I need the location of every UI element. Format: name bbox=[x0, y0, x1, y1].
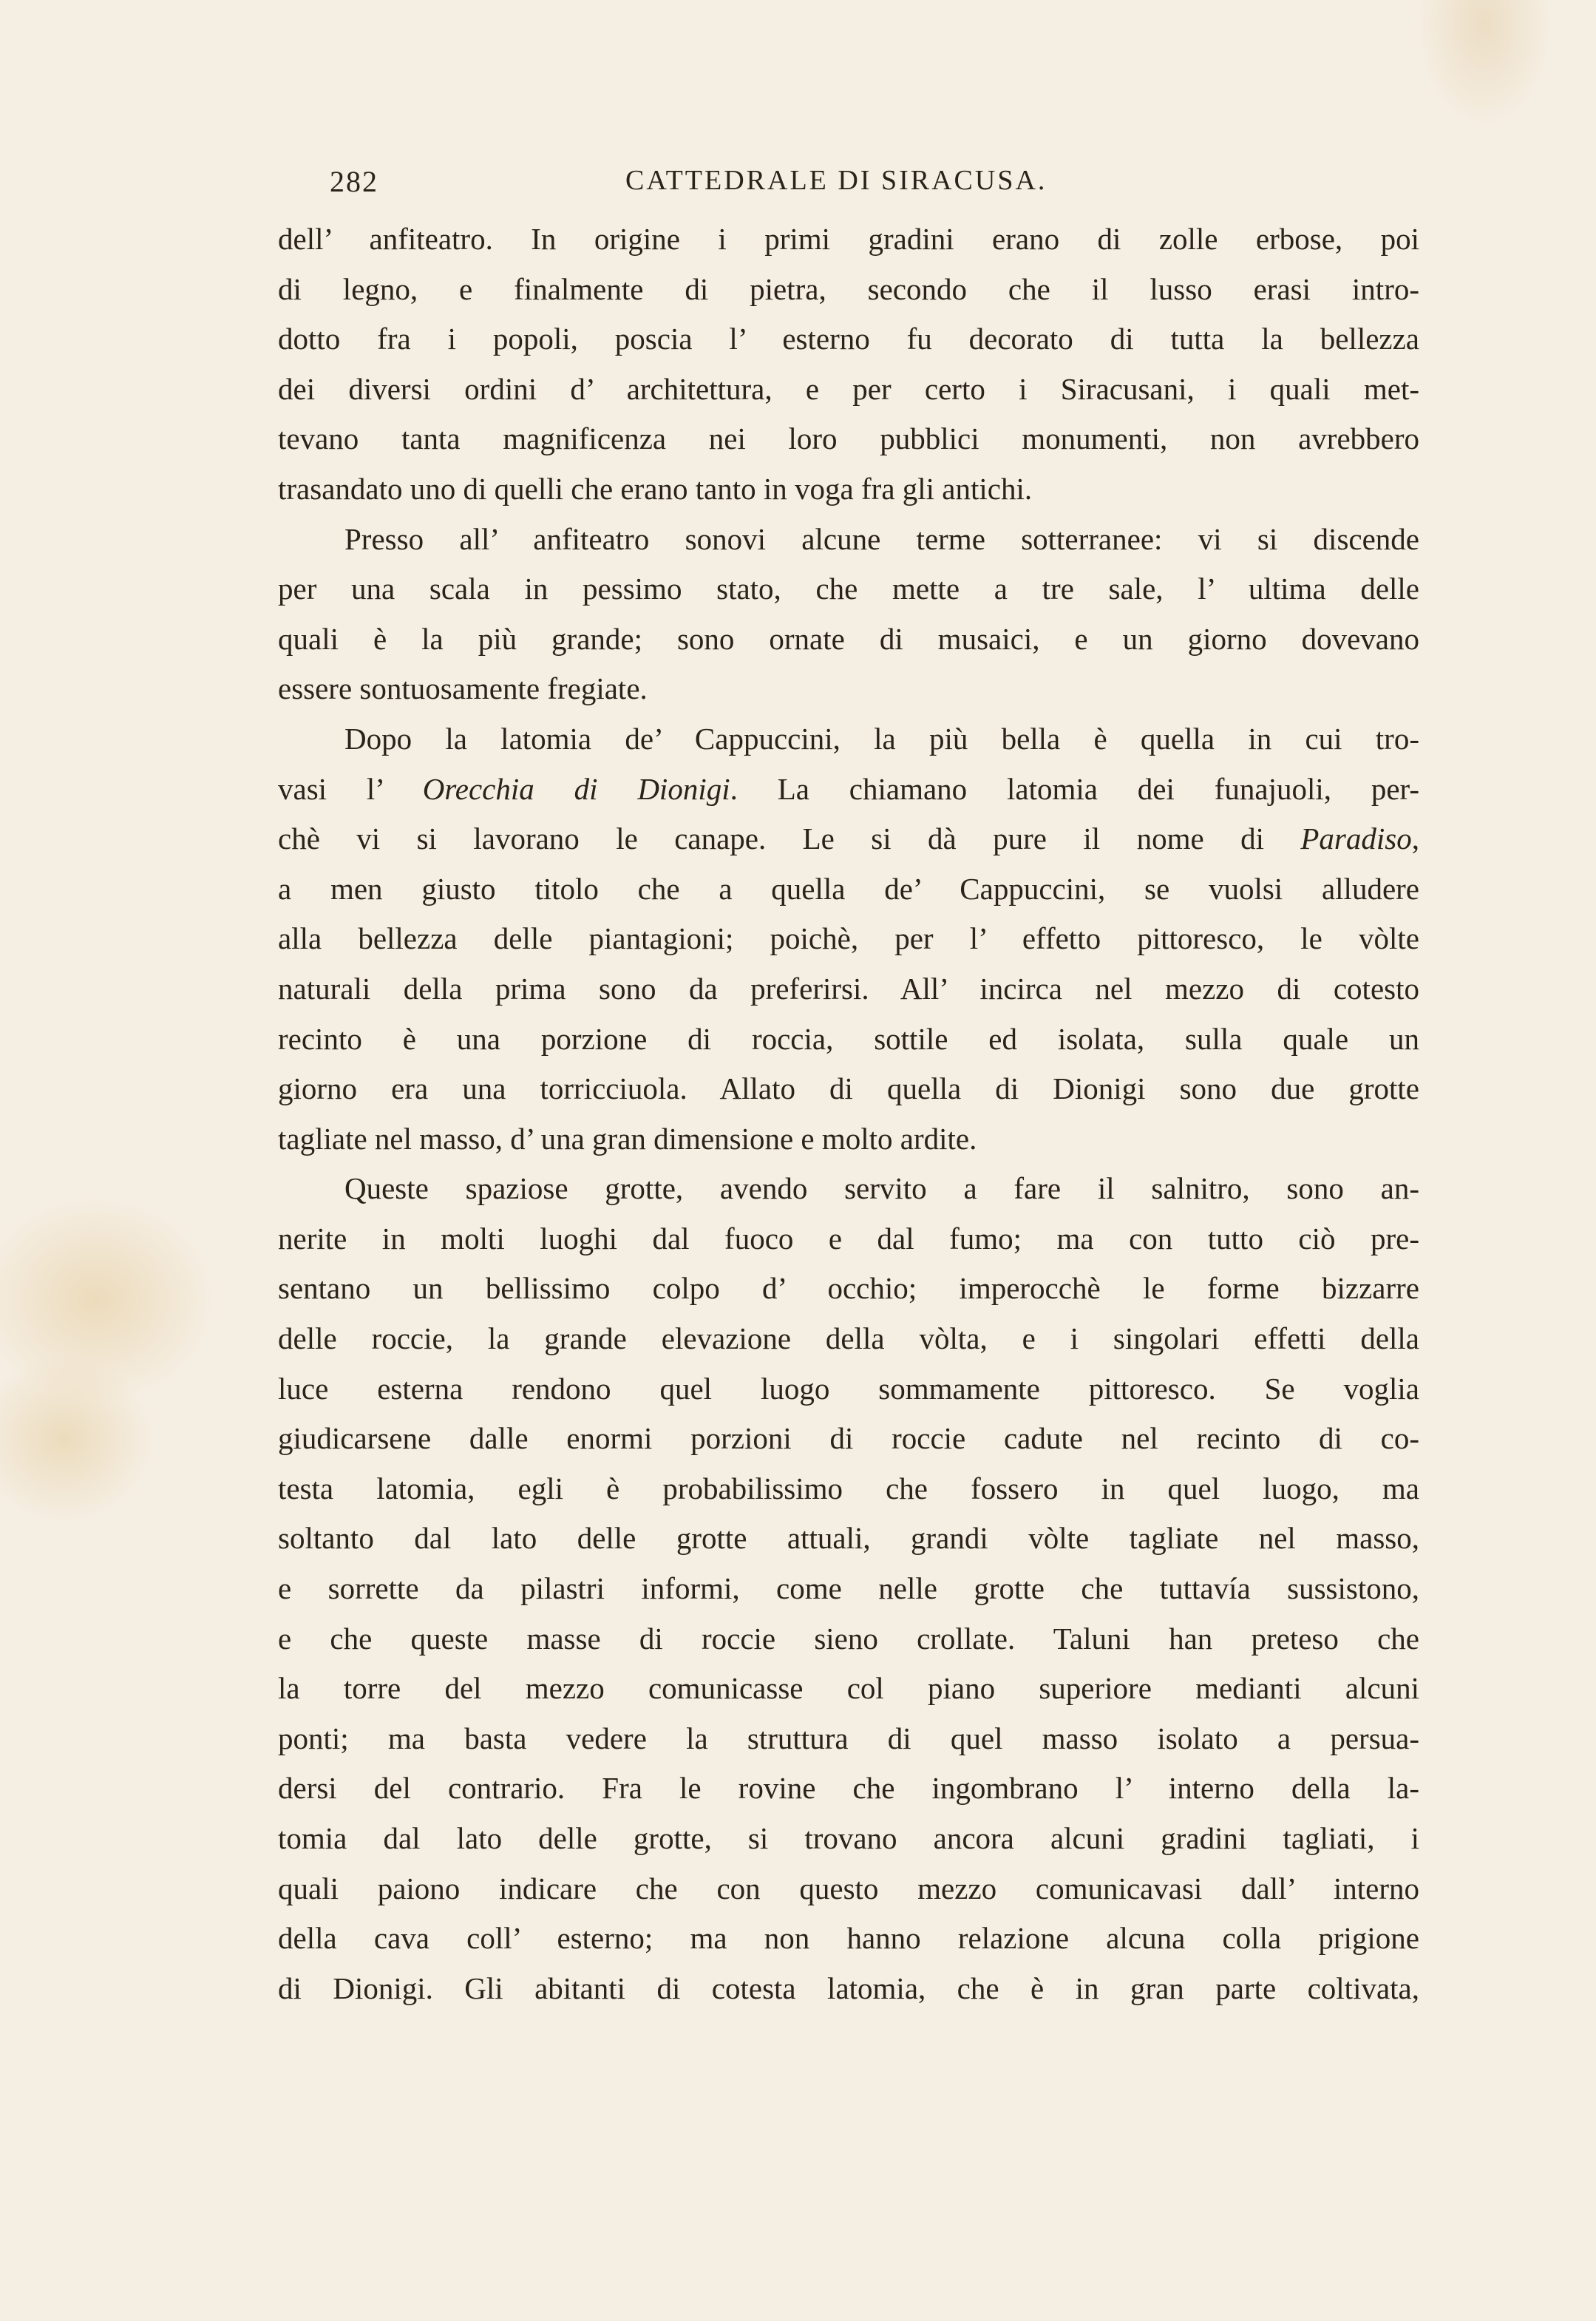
text-line: luce esterna rendono quel luogo sommamente pittoresco. Se voglia bbox=[278, 1371, 1419, 1406]
text-line: e che queste masse di roccie sieno crollate. Taluni han preteso che bbox=[278, 1621, 1419, 1656]
text-line: giorno era una torricciuola. Allato di quella di Dionigi sono due grotte bbox=[278, 1071, 1419, 1106]
text-line: della cava coll’ esterno; ma non hanno relazione alcuna colla prigione bbox=[278, 1921, 1419, 1956]
text-line: delle roccie, la grande elevazione della vòlta, e i singolari effetti della bbox=[278, 1321, 1419, 1356]
text-line: quali paiono indicare che con questo mezzo comunicavasi dall’ interno bbox=[278, 1871, 1419, 1905]
page-header bbox=[330, 164, 1098, 209]
text-fragment: chè vi si lavorano le canape. Le si dà pure il nome di bbox=[278, 821, 1301, 856]
text-line: a men giusto titolo che a quella de’ Cappuccini, se vuolsi alludere bbox=[278, 871, 1419, 906]
text-line: tagliate nel masso, d’ una gran dimensione e molto ardite. bbox=[278, 1121, 977, 1156]
text-line: Queste spaziose grotte, avendo servito a fare il salnitro, sono an- bbox=[344, 1171, 1419, 1206]
text-line: dei diversi ordini d’ architettura, e per certo i Siracusani, i quali met- bbox=[278, 371, 1419, 406]
text-line: di Dionigi. Gli abitanti di cotesta latomia, che è in gran parte coltivata, bbox=[278, 1971, 1419, 2005]
text-line: la torre del mezzo comunicasse col piano superiore medianti alcuni bbox=[278, 1671, 1419, 1706]
italic-title: Orecchia di Dionigi bbox=[422, 771, 730, 806]
text-line: nerite in molti luoghi dal fuoco e dal fumo; ma con tutto ciò pre- bbox=[278, 1221, 1419, 1256]
text-line: naturali della prima sono da preferirsi. All’ incirca nel mezzo di cotesto bbox=[278, 971, 1419, 1006]
text-line: di legno, e finalmente di pietra, secondo che il lusso erasi intro- bbox=[278, 271, 1419, 306]
text-line: tevano tanta magnificenza nei loro pubblici monumenti, non avrebbero bbox=[278, 421, 1419, 456]
text-fragment: vasi l’ bbox=[278, 771, 423, 806]
text-line: tomia dal lato delle grotte, si trovano ancora alcuni gradini tagliati, i bbox=[278, 1821, 1419, 1855]
text-line: ponti; ma basta vedere la struttura di quel masso isolato a persua- bbox=[278, 1721, 1419, 1755]
text-line: Dopo la latomia de’ Cappuccini, la più bella è quella in cui tro- bbox=[344, 721, 1419, 756]
text-line: soltanto dal lato delle grotte attuali, grandi vòlte tagliate nel masso, bbox=[278, 1521, 1419, 1556]
text-line bbox=[278, 814, 1419, 864]
text-line: Presso all’ anfiteatro sonovi alcune terme sotterranee: vi si discende bbox=[344, 521, 1419, 556]
text-line bbox=[278, 765, 1419, 815]
text-line: per una scala in pessimo stato, che mette a tre sale, l’ ultima delle bbox=[278, 572, 1419, 606]
text-line: alla bellezza delle piantagioni; poichè, per l’ effetto pittoresco, le vòlte bbox=[278, 921, 1419, 956]
text-line: recinto è una porzione di roccia, sottile ed isolata, sulla quale un bbox=[278, 1021, 1419, 1056]
text-line: trasandato uno di quelli che erano tanto in voga fra gli antichi. bbox=[278, 471, 1033, 506]
running-title: CATTEDRALE DI SIRACUSA. bbox=[625, 165, 1047, 196]
body-text bbox=[278, 214, 1419, 2013]
text-line: e sorrette da pilastri informi, come nelle grotte che tuttavía sussistono, bbox=[278, 1571, 1419, 1606]
text-line: dotto fra i popoli, poscia l’ esterno fu decorato di tutta la bellezza bbox=[278, 322, 1419, 356]
page-number: 282 bbox=[330, 165, 378, 198]
italic-title: Paradiso bbox=[1300, 821, 1412, 856]
text-line: dell’ anfiteatro. In origine i primi gradini erano di zolle erbose, poi bbox=[278, 222, 1419, 256]
text-line: dersi del contrario. Fra le rovine che ingombrano l’ interno della la- bbox=[278, 1771, 1419, 1806]
text-fragment: , bbox=[1411, 821, 1419, 856]
text-line: quali è la più grande; sono ornate di musaici, e un giorno dovevano bbox=[278, 621, 1419, 656]
text-line: essere sontuosamente fregiate. bbox=[278, 671, 648, 706]
text-line: testa latomia, egli è probabilissimo che fossero in quel luogo, ma bbox=[278, 1471, 1419, 1505]
text-line: sentano un bellissimo colpo d’ occhio; imperocchè le forme bizzarre bbox=[278, 1271, 1419, 1306]
text-fragment: . La chiamano latomia dei funajuoli, per- bbox=[730, 771, 1420, 806]
text-line: giudicarsene dalle enormi porzioni di roccie cadute nel recinto di co- bbox=[278, 1421, 1419, 1456]
